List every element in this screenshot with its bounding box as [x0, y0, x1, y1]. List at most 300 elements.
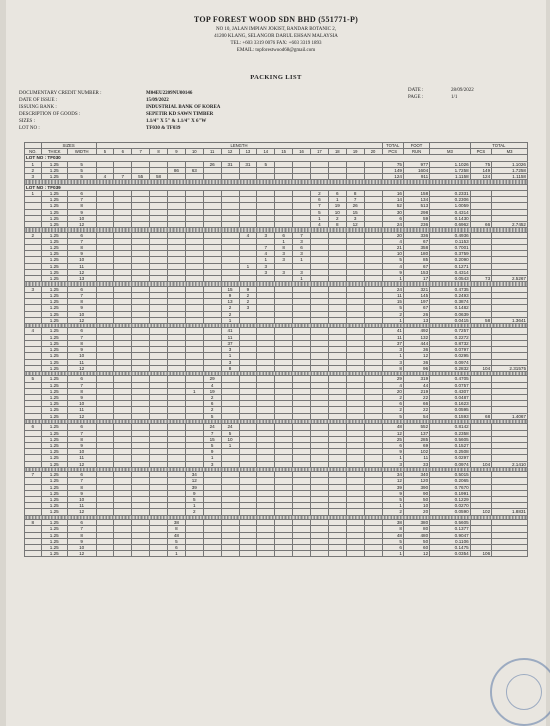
thickness: 1.25 [41, 221, 67, 227]
foot-run: 69 [403, 442, 429, 448]
foot-run: 96 [403, 365, 429, 371]
length-qty: 1 [275, 238, 293, 244]
volume-m3: 0.2508 [430, 449, 471, 455]
thickness: 1.25 [41, 503, 67, 509]
total-pcs: 48 [382, 532, 403, 538]
total-pcs: 3 [382, 461, 403, 467]
length-qty: 24 [203, 424, 221, 430]
total-pcs: 1 [382, 503, 403, 509]
length-qty [96, 551, 114, 557]
length-qty [364, 551, 382, 557]
thickness: 1.25 [41, 232, 67, 238]
length-qty: 4 [239, 232, 257, 238]
foot-run: 13 [403, 317, 429, 323]
length-qty [150, 551, 168, 557]
total-pcs: 75 [382, 161, 403, 167]
thickness: 1.25 [41, 544, 67, 550]
volume-m3: 0.2090 [430, 257, 471, 263]
length-col-header: 16 [293, 149, 311, 155]
volume-m3: 0.7001 [430, 245, 471, 251]
volume-m3: 0.1430 [430, 215, 471, 221]
volume-m3: 0.1527 [430, 442, 471, 448]
total-pcs: 10 [382, 251, 403, 257]
length-qty [132, 551, 150, 557]
thick-header: THICK [41, 149, 67, 155]
thickness: 1.25 [41, 484, 67, 490]
thickness: 1.25 [41, 538, 67, 544]
foot-run: 480 [403, 532, 429, 538]
width: 7 [67, 430, 96, 436]
total-pcs: 39 [382, 484, 403, 490]
thickness: 1.25 [41, 190, 67, 196]
bundle-no: 6 [25, 424, 42, 430]
width: 12 [67, 365, 96, 371]
volume-m3: 0.0297 [430, 455, 471, 461]
info-label: ISSUING BANK : [19, 105, 57, 110]
volume-m3: 0.4314 [430, 209, 471, 215]
thickness: 1.25 [41, 413, 67, 419]
length-col-header: 18 [328, 149, 346, 155]
length-col-header: 10 [185, 149, 203, 155]
grand-pcs: 73 [470, 276, 491, 282]
length-qty: 9 [185, 490, 203, 496]
foot-run: 298 [403, 209, 429, 215]
length-qty: 19 [203, 388, 221, 394]
total-pcs: 37 [382, 340, 403, 346]
total-pcs: 25 [382, 436, 403, 442]
total-pcs: 34 [382, 472, 403, 478]
volume-m3: 0.0354 [430, 551, 471, 557]
email: EMAIL: topforestwood68@gmail.com [236, 48, 316, 53]
thickness: 1.25 [41, 353, 67, 359]
foot-run: 145 [403, 292, 429, 298]
length-qty [114, 551, 132, 557]
volume-m3: 0.1229 [430, 497, 471, 503]
foot-run: 319 [403, 376, 429, 382]
grand-m3: 1.1158 [492, 174, 528, 180]
length-qty: 6 [168, 544, 186, 550]
foot-run: 197 [403, 299, 429, 305]
length-qty: 31 [239, 161, 257, 167]
foot-run: 444 [403, 340, 429, 346]
info-label: DATE OF ISSUE : [19, 98, 58, 103]
length-qty: 1 [185, 503, 203, 509]
length-qty: 5 [221, 430, 239, 436]
length-col-header: 9 [168, 149, 186, 155]
foot-run: 85 [403, 257, 429, 263]
foot-run: 390 [403, 484, 429, 490]
length-qty: 3 [257, 263, 275, 269]
length-qty: 3 [275, 269, 293, 275]
foot-run: 321 [403, 286, 429, 292]
volume-m3: 0.1475 [430, 544, 471, 550]
length-qty [346, 551, 364, 557]
grand-pcs: 66 [470, 221, 491, 227]
volume-m3: 0.1991 [430, 490, 471, 496]
length-qty: 9 [239, 286, 257, 292]
volume-m3: 0.1593 [430, 413, 471, 419]
bundle-no: 7 [25, 472, 42, 478]
total-pcs: 6 [382, 401, 403, 407]
thickness: 1.25 [41, 161, 67, 167]
foot-run: 22 [403, 407, 429, 413]
thickness: 1.25 [41, 365, 67, 371]
length-qty: 4 [311, 221, 329, 227]
page-label: PAGE : [408, 95, 424, 100]
width: 10 [67, 257, 96, 263]
company-seal [490, 658, 550, 726]
thickness: 1.25 [41, 334, 67, 340]
length-qty: 19 [328, 203, 346, 209]
width: 12 [67, 413, 96, 419]
foot-run: 11 [403, 455, 429, 461]
grand-m3: 2.31575 [492, 365, 528, 371]
width: 9 [67, 251, 96, 257]
length-qty: 4 [203, 382, 221, 388]
width: 7 [67, 334, 96, 340]
total-pcs: 149 [382, 167, 403, 173]
run-header: RUN [403, 149, 429, 155]
foot-run: 120 [403, 478, 429, 484]
grand-m3: 1.7258 [492, 167, 528, 173]
width: 7 [67, 292, 96, 298]
width: 6 [67, 424, 96, 430]
length-qty: 1 [257, 257, 275, 263]
length-qty: 3 [275, 257, 293, 263]
length-col-header: 19 [346, 149, 364, 155]
length-qty [203, 551, 221, 557]
length-qty: 8 [328, 221, 346, 227]
length-qty [293, 551, 311, 557]
length-qty: 5 [203, 442, 221, 448]
grand-pcs: 102 [470, 509, 491, 515]
length-qty: 6 [293, 245, 311, 251]
foot-run: 340 [403, 472, 429, 478]
packing-list-page [6, 0, 546, 726]
thickness: 1.25 [41, 197, 67, 203]
volume-m3: 0.8732 [430, 340, 471, 346]
thickness: 1.25 [41, 388, 67, 394]
foot-run: 911 [403, 174, 429, 180]
bundle-no [25, 551, 42, 557]
volume-m3: 0.2493 [430, 292, 471, 298]
length-qty: 10 [221, 436, 239, 442]
length-qty: 31 [221, 161, 239, 167]
length-qty: 3 [203, 461, 221, 467]
length-qty: 38 [168, 520, 186, 526]
length-qty: 5 [257, 161, 275, 167]
length-qty: 2 [239, 299, 257, 305]
total-pcs: 5 [382, 305, 403, 311]
width: 10 [67, 449, 96, 455]
length-qty: 3 [275, 251, 293, 257]
grand-total-header: TOTAL [470, 143, 527, 149]
width: 11 [67, 407, 96, 413]
grand-m3-header: M3 [492, 149, 528, 155]
thickness: 1.25 [41, 203, 67, 209]
length-qty: 2 [328, 215, 346, 221]
length-qty: 12 [185, 478, 203, 484]
length-qty: 6 [311, 197, 329, 203]
total-pcs: 2 [382, 509, 403, 515]
foot-run: 219 [403, 388, 429, 394]
grand-m3: 1.1026 [492, 161, 528, 167]
foot-run: 90 [403, 490, 429, 496]
width: 7 [67, 526, 96, 532]
thickness: 1.25 [41, 395, 67, 401]
length-qty [328, 551, 346, 557]
length-qty: 37 [221, 340, 239, 346]
width: 11 [67, 503, 96, 509]
width: 9 [67, 490, 96, 496]
foot-run: 358 [403, 245, 429, 251]
thickness: 1.25 [41, 509, 67, 515]
total-pcs: 21 [382, 245, 403, 251]
volume-m3: 0.4735 [430, 286, 471, 292]
length-qty: 7 [346, 197, 364, 203]
thickness: 1.25 [41, 167, 67, 173]
total-pcs: 2 [382, 407, 403, 413]
volume-m3: 0.0639 [430, 311, 471, 317]
width: 5 [67, 167, 96, 173]
thickness: 1.25 [41, 478, 67, 484]
width: 6 [67, 520, 96, 526]
thickness: 1.25 [41, 376, 67, 382]
volume-m3: 0.2832 [430, 365, 471, 371]
packing-table [24, 142, 528, 557]
length-qty: 5 [185, 497, 203, 503]
grand-pcs: 106 [470, 551, 491, 557]
date-value: 28/09/2022 [451, 88, 474, 93]
width: 6 [67, 286, 96, 292]
thickness: 1.25 [41, 238, 67, 244]
total-pcs: 5 [382, 413, 403, 419]
bundle-no: 1 [25, 161, 42, 167]
foot-run: 17 [403, 276, 429, 282]
total-pcs: 6 [382, 544, 403, 550]
thickness: 1.25 [41, 305, 67, 311]
table-body [25, 155, 528, 557]
length-qty: 1 [239, 263, 257, 269]
thickness: 1.25 [41, 442, 67, 448]
thickness: 1.25 [41, 472, 67, 478]
width: 10 [67, 497, 96, 503]
length-qty: 41 [221, 328, 239, 334]
foot-run: 10 [403, 503, 429, 509]
length-qty: 3 [239, 305, 257, 311]
width: 6 [67, 376, 96, 382]
foot-run: 285 [403, 436, 429, 442]
total-pcs: 1 [382, 455, 403, 461]
volume-m3: 0.1377 [430, 526, 471, 532]
length-qty: 2 [221, 311, 239, 317]
thickness: 1.25 [41, 455, 67, 461]
foot-run: 67 [403, 305, 429, 311]
length-qty: 3 [221, 347, 239, 353]
width: 6 [67, 232, 96, 238]
issuing-bank: INDUSTRIAL BANK OF KOREA [146, 105, 221, 110]
volume-m3: 0.3759 [430, 251, 471, 257]
total-pcs: 9 [382, 490, 403, 496]
width: 9 [67, 395, 96, 401]
length-qty: 1 [221, 442, 239, 448]
volume-m3: 0.5015 [430, 472, 471, 478]
length-qty: 3 [293, 269, 311, 275]
volume-m3: 0.0974 [430, 359, 471, 365]
width: 13 [67, 276, 96, 282]
bundle-no: 4 [25, 328, 42, 334]
volume-m3: 0.1623 [430, 401, 471, 407]
width: 7 [67, 238, 96, 244]
total-pcs: 6 [382, 215, 403, 221]
bundle-no: 5 [25, 376, 42, 382]
total-pcs: 41 [382, 328, 403, 334]
volume-m3: 0.7670 [430, 484, 471, 490]
foot-run: 1604 [403, 167, 429, 173]
grand-m3: 2.1410 [492, 461, 528, 467]
total-pcs: 2 [382, 311, 403, 317]
length-qty: 15 [346, 209, 364, 215]
thickness: 1.25 [41, 317, 67, 323]
thickness: 1.25 [41, 520, 67, 526]
length-qty: 7 [114, 174, 132, 180]
goods-description: SEPETIR KD SAWN TIMBER [146, 112, 214, 117]
width: 12 [67, 461, 96, 467]
foot-run: 552 [403, 424, 429, 430]
width: 11 [67, 263, 96, 269]
thickness: 1.25 [41, 407, 67, 413]
volume-m3: 0.5605 [430, 436, 471, 442]
width: 8 [67, 532, 96, 538]
width: 8 [67, 484, 96, 490]
width: 10 [67, 401, 96, 407]
foot-run: 67 [403, 263, 429, 269]
total-pcs: 2 [382, 395, 403, 401]
length-col-header: 14 [257, 149, 275, 155]
total-pcs: 5 [382, 538, 403, 544]
info-label: LOT NO : [19, 126, 40, 131]
lot-label: LOT NO : TF030 [25, 155, 528, 161]
date-label: DATE : [408, 88, 424, 93]
foot-run: 336 [403, 232, 429, 238]
total-pcs: 6 [382, 442, 403, 448]
grand-m3: 1.3641 [492, 317, 528, 323]
length-qty [275, 551, 293, 557]
thickness: 1.25 [41, 328, 67, 334]
total-pcs: 15 [382, 299, 403, 305]
foot-run: 134 [403, 197, 429, 203]
length-qty: 48 [168, 532, 186, 538]
issue-date: 15/09/2022 [146, 98, 169, 103]
lot-label: LOT NO : TF039 [25, 184, 528, 190]
width-header: WIDTH [67, 149, 96, 155]
total-pcs: 20 [382, 388, 403, 394]
thickness: 1.25 [41, 359, 67, 365]
total-pcs: 4 [382, 382, 403, 388]
total-pcs: 30 [382, 209, 403, 215]
width: 5 [67, 174, 96, 180]
width: 11 [67, 359, 96, 365]
length-header: LENGTH [96, 143, 382, 149]
volume-m3: 0.7257 [430, 328, 471, 334]
length-qty: 7 [257, 245, 275, 251]
foot-run: 153 [403, 269, 429, 275]
width: 6 [67, 328, 96, 334]
length-qty: 8 [346, 190, 364, 196]
total-pcs: 38 [382, 520, 403, 526]
total-pcs: 24 [382, 221, 403, 227]
width: 12 [67, 509, 96, 515]
volume-m3: 0.3874 [430, 299, 471, 305]
foot-run: 492 [403, 328, 429, 334]
length-qty: 9 [221, 292, 239, 298]
thickness: 1.25 [41, 292, 67, 298]
pcs-header: PCS [382, 149, 403, 155]
volume-m3: 0.0543 [430, 276, 471, 282]
foot-run: 158 [403, 190, 429, 196]
thickness: 1.25 [41, 401, 67, 407]
volume-m3: 0.1153 [430, 238, 471, 244]
length-qty: 26 [346, 203, 364, 209]
width: 7 [67, 478, 96, 484]
length-qty: 6 [275, 232, 293, 238]
foot-run: 137 [403, 430, 429, 436]
foot-run: 977 [403, 161, 429, 167]
bundle-no: 3 [25, 286, 42, 292]
width: 6 [67, 190, 96, 196]
width: 8 [67, 203, 96, 209]
length-qty: 5 [203, 413, 221, 419]
foot-run: 102 [403, 449, 429, 455]
length-qty: 2 [185, 509, 203, 515]
foot-run: 50 [403, 497, 429, 503]
length-qty: 5 [311, 209, 329, 215]
width: 5 [67, 161, 96, 167]
total-pcs: 5 [382, 497, 403, 503]
length-qty: 1 [293, 276, 311, 282]
thickness: 1.25 [41, 286, 67, 292]
foot-run: 59 [403, 215, 429, 221]
width: 9 [67, 305, 96, 311]
volume-m3: 0.0974 [430, 461, 471, 467]
length-qty: 8 [221, 365, 239, 371]
foot-run: 12 [403, 353, 429, 359]
length-col-header: 20 [364, 149, 382, 155]
foot-run: 80 [403, 526, 429, 532]
width: 8 [67, 299, 96, 305]
total-pcs: 1 [382, 551, 403, 557]
foot-run: 54 [403, 413, 429, 419]
volume-m3: 0.2331 [430, 190, 471, 196]
thickness: 1.25 [41, 251, 67, 257]
table-row [25, 551, 528, 557]
grand-pcs: 104 [470, 461, 491, 467]
thickness: 1.25 [41, 430, 67, 436]
length-qty: 5 [168, 538, 186, 544]
length-col-header: 17 [311, 149, 329, 155]
grand-pcs: 149 [470, 167, 491, 173]
bundle-no: 2 [25, 232, 42, 238]
foot-run: 50 [403, 538, 429, 544]
total-pcs: 12 [382, 430, 403, 436]
length-qty: 7 [311, 203, 329, 209]
total-pcs: 3 [382, 347, 403, 353]
length-qty: 39 [185, 484, 203, 490]
company-name: TOP FOREST WOOD SDN BHD (551771-P) [193, 15, 359, 24]
thickness: 1.25 [41, 461, 67, 467]
length-qty [185, 551, 203, 557]
length-qty: 63 [185, 167, 203, 173]
